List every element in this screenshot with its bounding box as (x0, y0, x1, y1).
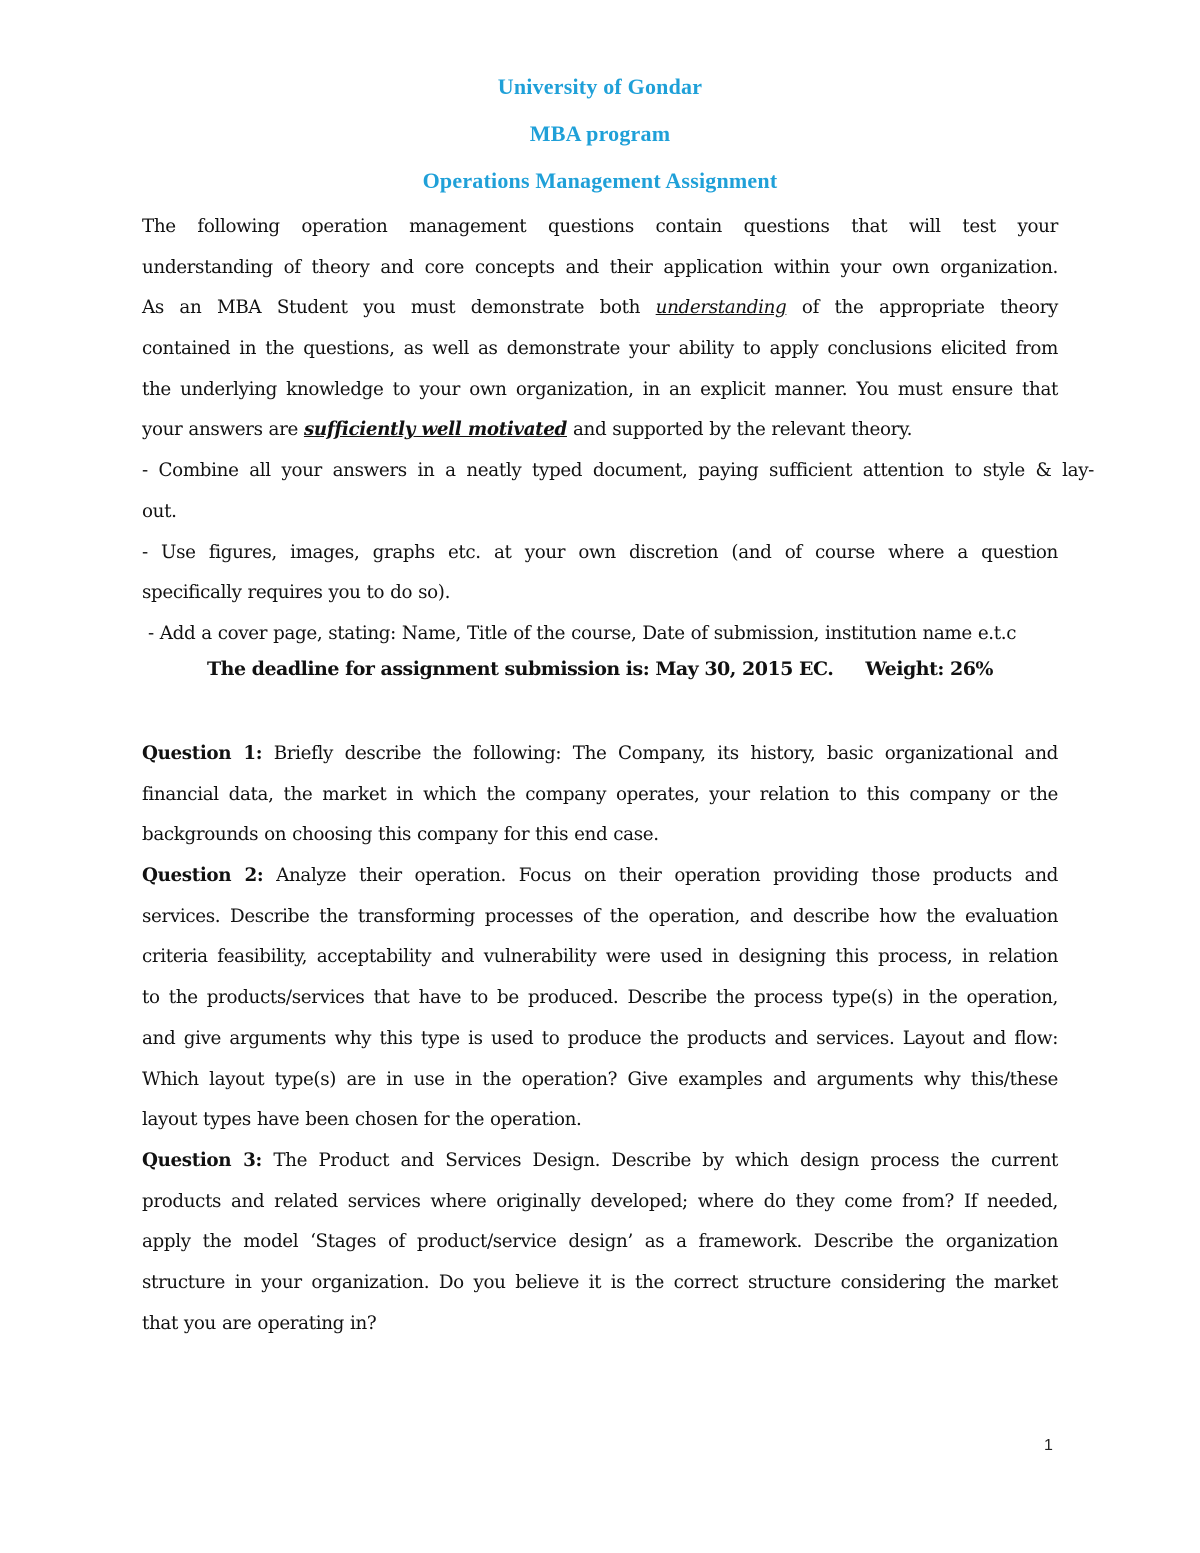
intro-section (142, 207, 1094, 655)
instruction-line: specifically requires you to do so). (142, 582, 451, 604)
intro-line (142, 288, 1058, 329)
intro-text: of the appropriate theory (801, 297, 1059, 319)
question-1-label: Question 1: (142, 743, 263, 764)
instruction-line: - Add a cover page, stating: Name, Title of the course, Date of submission, institution name e.t.c (142, 622, 1017, 644)
question-2-label: Question 2: (142, 865, 264, 887)
question-text: Briefly describe the following: The Company, its history, basic organizational and (273, 743, 1058, 764)
question-3-label: Question 3: (142, 1149, 262, 1171)
question-2-line (142, 856, 1058, 897)
instruction-line: - Use figures, images, graphs etc. at your own discretion (and of course where a question (142, 541, 1058, 563)
deadline-line (142, 658, 1058, 680)
intro-line: the underlying knowledge to your own organization, in an explicit manner. You must ensure that (142, 378, 1058, 400)
question-text: Analyze their operation. Focus on their operation providing those products and (276, 865, 1058, 887)
instruction-line: out. (142, 500, 177, 522)
intro-text: and supported by the relevant theory. (572, 419, 913, 441)
question-1-line: backgrounds on choosing this company for this end case. (142, 824, 659, 846)
emphasis-understanding: understanding (655, 297, 787, 319)
question-text: The Product and Services Design. Describe by which design process the current (273, 1149, 1058, 1171)
assignment-title: Operations Management Assignment (422, 168, 778, 193)
university-heading: University of Gondar (497, 74, 703, 99)
intro-line: contained in the questions, as well as demonstrate your ability to apply conclusions elicited from (142, 338, 1058, 360)
deadline-text: The deadline for assignment submission is: May 30, 2015 EC. (207, 658, 834, 680)
question-2-line: and give arguments why this type is used to produce the products and services. Layout and flow: (142, 1027, 1058, 1049)
questions-section (142, 734, 1058, 1344)
intro-line: understanding of theory and core concepts and their application within your own organization. (142, 256, 1058, 278)
question-2-line: layout types have been chosen for the operation. (142, 1109, 582, 1131)
emphasis-motivated: sufficiently well motivated (303, 419, 567, 441)
weight-text: Weight: 26% (865, 658, 993, 680)
question-3-line: products and related services where originally developed; where do they come from? If needed, (142, 1190, 1058, 1212)
question-3-line: that you are operating in? (142, 1312, 377, 1334)
question-2-line: criteria feasibility, acceptability and vulnerability were used in designing this process, in relation (142, 946, 1058, 968)
question-1-line (142, 734, 1058, 775)
instruction-line: - Combine all your answers in a neatly typed document, paying sufficient attention to style & lay- (142, 460, 1094, 482)
question-3-line: apply the model ‘Stages of product/service design’ as a framework. Describe the organization (142, 1231, 1058, 1253)
intro-line: The following operation management questions contain questions that will test your (142, 216, 1058, 237)
intro-text: your answers are (142, 419, 298, 441)
question-2-line: to the products/services that have to be produced. Describe the process type(s) in the operation, (142, 987, 1058, 1009)
question-3-line: structure in your organization. Do you believe it is the correct structure considering the market (142, 1271, 1058, 1293)
question-2-line: Which layout type(s) are in use in the operation? Give examples and arguments why this/these (142, 1068, 1058, 1090)
question-2-line: services. Describe the transforming processes of the operation, and describe how the evaluation (142, 905, 1058, 927)
question-1-line: financial data, the market in which the company operates, your relation to this company or the (142, 783, 1058, 805)
page-number: 1 (1044, 1437, 1053, 1454)
question-3-line (142, 1141, 1058, 1182)
program-heading: MBA program (529, 121, 671, 146)
intro-line (142, 410, 1058, 451)
intro-text: As an MBA Student you must demonstrate both (142, 297, 641, 319)
